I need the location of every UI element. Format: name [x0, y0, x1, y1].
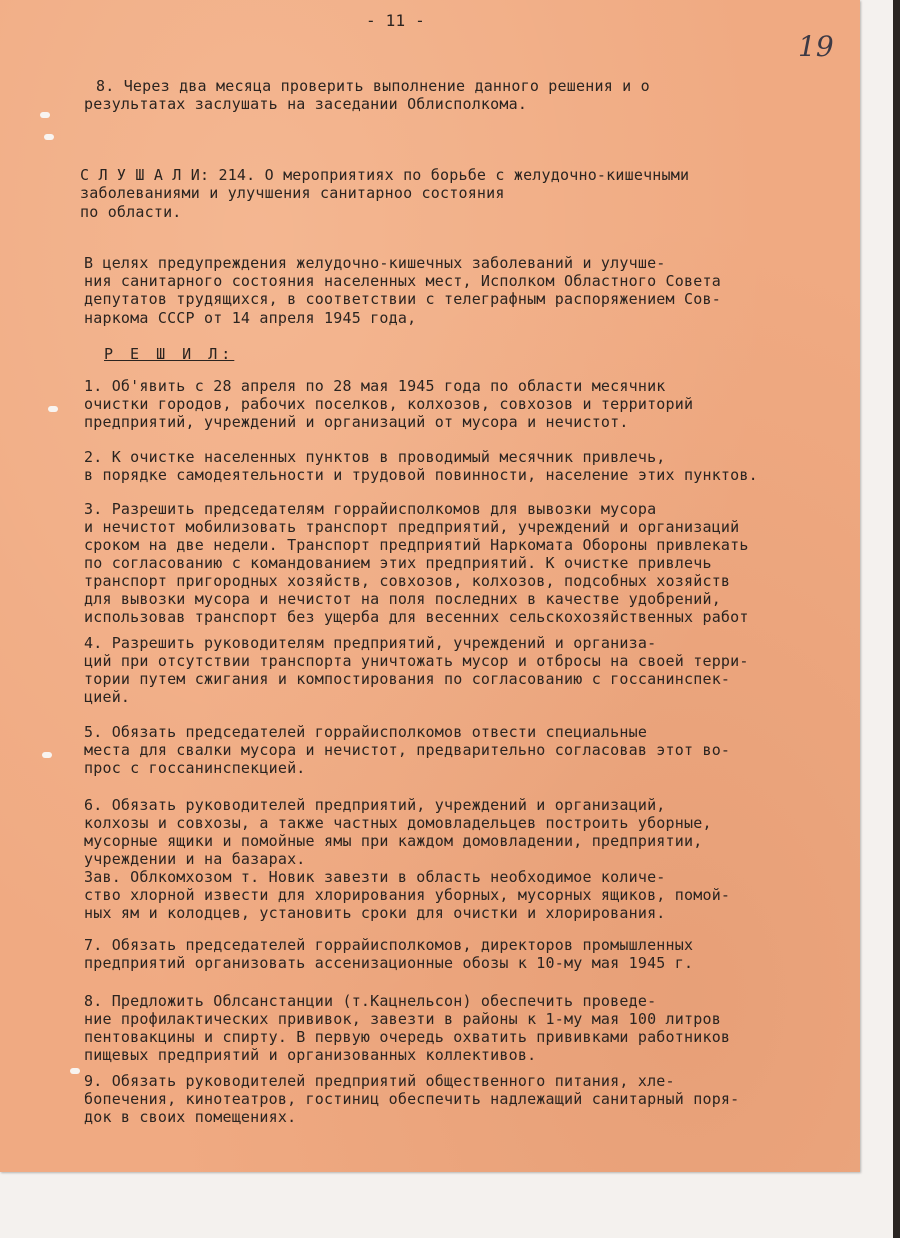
- document-line: 6. Обязать руководителей предприятий, учреждений и организаций,: [84, 796, 666, 814]
- resolved-heading: Р Е Ш И Л:: [104, 345, 235, 363]
- document-line: 8. Предложить Облсанстанции (т.Кацнельсон) обеспечить проведе-: [84, 992, 657, 1010]
- document-line: 2. К очистке населенных пунктов в проводимый месячник привлечь,: [84, 448, 666, 466]
- paper-tear-mark: [70, 1068, 80, 1074]
- document-line: и нечистот мобилизовать транспорт предприятий, учреждений и организаций: [84, 518, 740, 536]
- document-line: учреждении и на базарах.: [84, 850, 306, 868]
- paper-tear-mark: [48, 406, 58, 412]
- document-line: предприятий, учреждений и организаций от мусора и нечистот.: [84, 413, 629, 431]
- document-line: ния санитарного состояния населенных мест, Исполком Областного Совета: [84, 272, 721, 290]
- document-line: по области.: [80, 203, 182, 221]
- document-line: цией.: [84, 688, 131, 706]
- document-line: ций при отсутствии транспорта уничтожать мусор и отбросы на своей терри-: [84, 652, 749, 670]
- document-line: ство хлорной извести для хлорирования уборных, мусорных ящиков, помой-: [84, 886, 731, 904]
- document-line: наркома СССР от 14 апреля 1945 года,: [84, 309, 417, 327]
- paper-tear-mark: [42, 752, 52, 758]
- document-line: сроком на две недели. Транспорт предприятий Наркомата Обороны привлекать: [84, 536, 749, 554]
- document-line: прос с госсанинспекцией.: [84, 759, 306, 777]
- document-line: 9. Обязать руководителей предприятий общественного питания, хле-: [84, 1072, 675, 1090]
- document-line: использовав транспорт без ущерба для весенних сельскохозяйственных работ: [84, 608, 749, 626]
- document-line: В целях предупреждения желудочно-кишечных заболеваний и улучше-: [84, 254, 666, 272]
- document-line: очистки городов, рабочих поселков, колхозов, совхозов и территорий: [84, 395, 694, 413]
- page-number: - 11 -: [366, 11, 425, 30]
- document-line: пищевых предприятий и организованных коллективов.: [84, 1046, 537, 1064]
- document-line: бопечения, кинотеатров, гостиниц обеспечить надлежащий санитарный поря-: [84, 1090, 740, 1108]
- document-line: по согласованию с командованием этих предприятий. К очистке привлечь: [84, 554, 712, 572]
- document-line: 7. Обязать председателей горрайисполкомов, директоров промышленных: [84, 936, 694, 954]
- document-line: места для свалки мусора и нечистот, предварительно согласовав этот во-: [84, 741, 731, 759]
- handwritten-page-number: 19: [798, 30, 834, 63]
- document-line: 4. Разрешить руководителям предприятий, учреждений и организа-: [84, 634, 657, 652]
- document-line: тории путем сжигания и компостирования по согласованию с госсанинспек-: [84, 670, 731, 688]
- document-line: депутатов трудящихся, в соответствии с телеграфным распоряжением Сов-: [84, 290, 721, 308]
- document-line: для вывозки мусора и нечистот на поля последних в качестве удобрений,: [84, 590, 721, 608]
- scan-edge: [893, 0, 900, 1238]
- decision-item-8: 8. Через два месяца проверить выполнение данного решения и о: [96, 77, 650, 95]
- document-line: транспорт пригородных хозяйств, совхозов, колхозов, подсобных хозяйств: [84, 572, 731, 590]
- document-line: док в своих помещениях.: [84, 1108, 297, 1126]
- document-line: Зав. Облкомхозом т. Новик завезти в область необходимое количе-: [84, 868, 666, 886]
- document-line: заболеваниями и улучшения санитарноо состояния: [80, 184, 505, 202]
- document-line: в порядке самодеятельности и трудовой повинности, население этих пунктов.: [84, 466, 758, 484]
- document-line: 3. Разрешить председателям горрайисполкомов для вывозки мусора: [84, 500, 657, 518]
- paper-tear-mark: [44, 134, 54, 140]
- document-line: результатах заслушать на заседании Облисполкома.: [84, 95, 528, 113]
- document-line: пентовакцины и спирту. В первую очередь охватить прививками работников: [84, 1028, 731, 1046]
- document-line: ных ям и колодцев, установить сроки для очистки и хлорирования.: [84, 904, 666, 922]
- document-line: колхозы и совхозы, а также частных домовладельцев построить уборные,: [84, 814, 712, 832]
- document-line: мусорные ящики и помойные ямы при каждом домовладении, предприятии,: [84, 832, 703, 850]
- document-line: предприятий организовать ассенизационные обозы к 10-му мая 1945 г.: [84, 954, 694, 972]
- heard-heading: С Л У Ш А Л И: 214. О мероприятиях по борьбе с желудочно-кишечными: [80, 166, 690, 184]
- document-line: 5. Обязать председателей горрайисполкомов отвести специальные: [84, 723, 648, 741]
- document-line: ние профилактических прививок, завезти в районы к 1-му мая 100 литров: [84, 1010, 721, 1028]
- document-line: 1. Об'явить с 28 апреля по 28 мая 1945 года по области месячник: [84, 377, 666, 395]
- paper-tear-mark: [40, 112, 50, 118]
